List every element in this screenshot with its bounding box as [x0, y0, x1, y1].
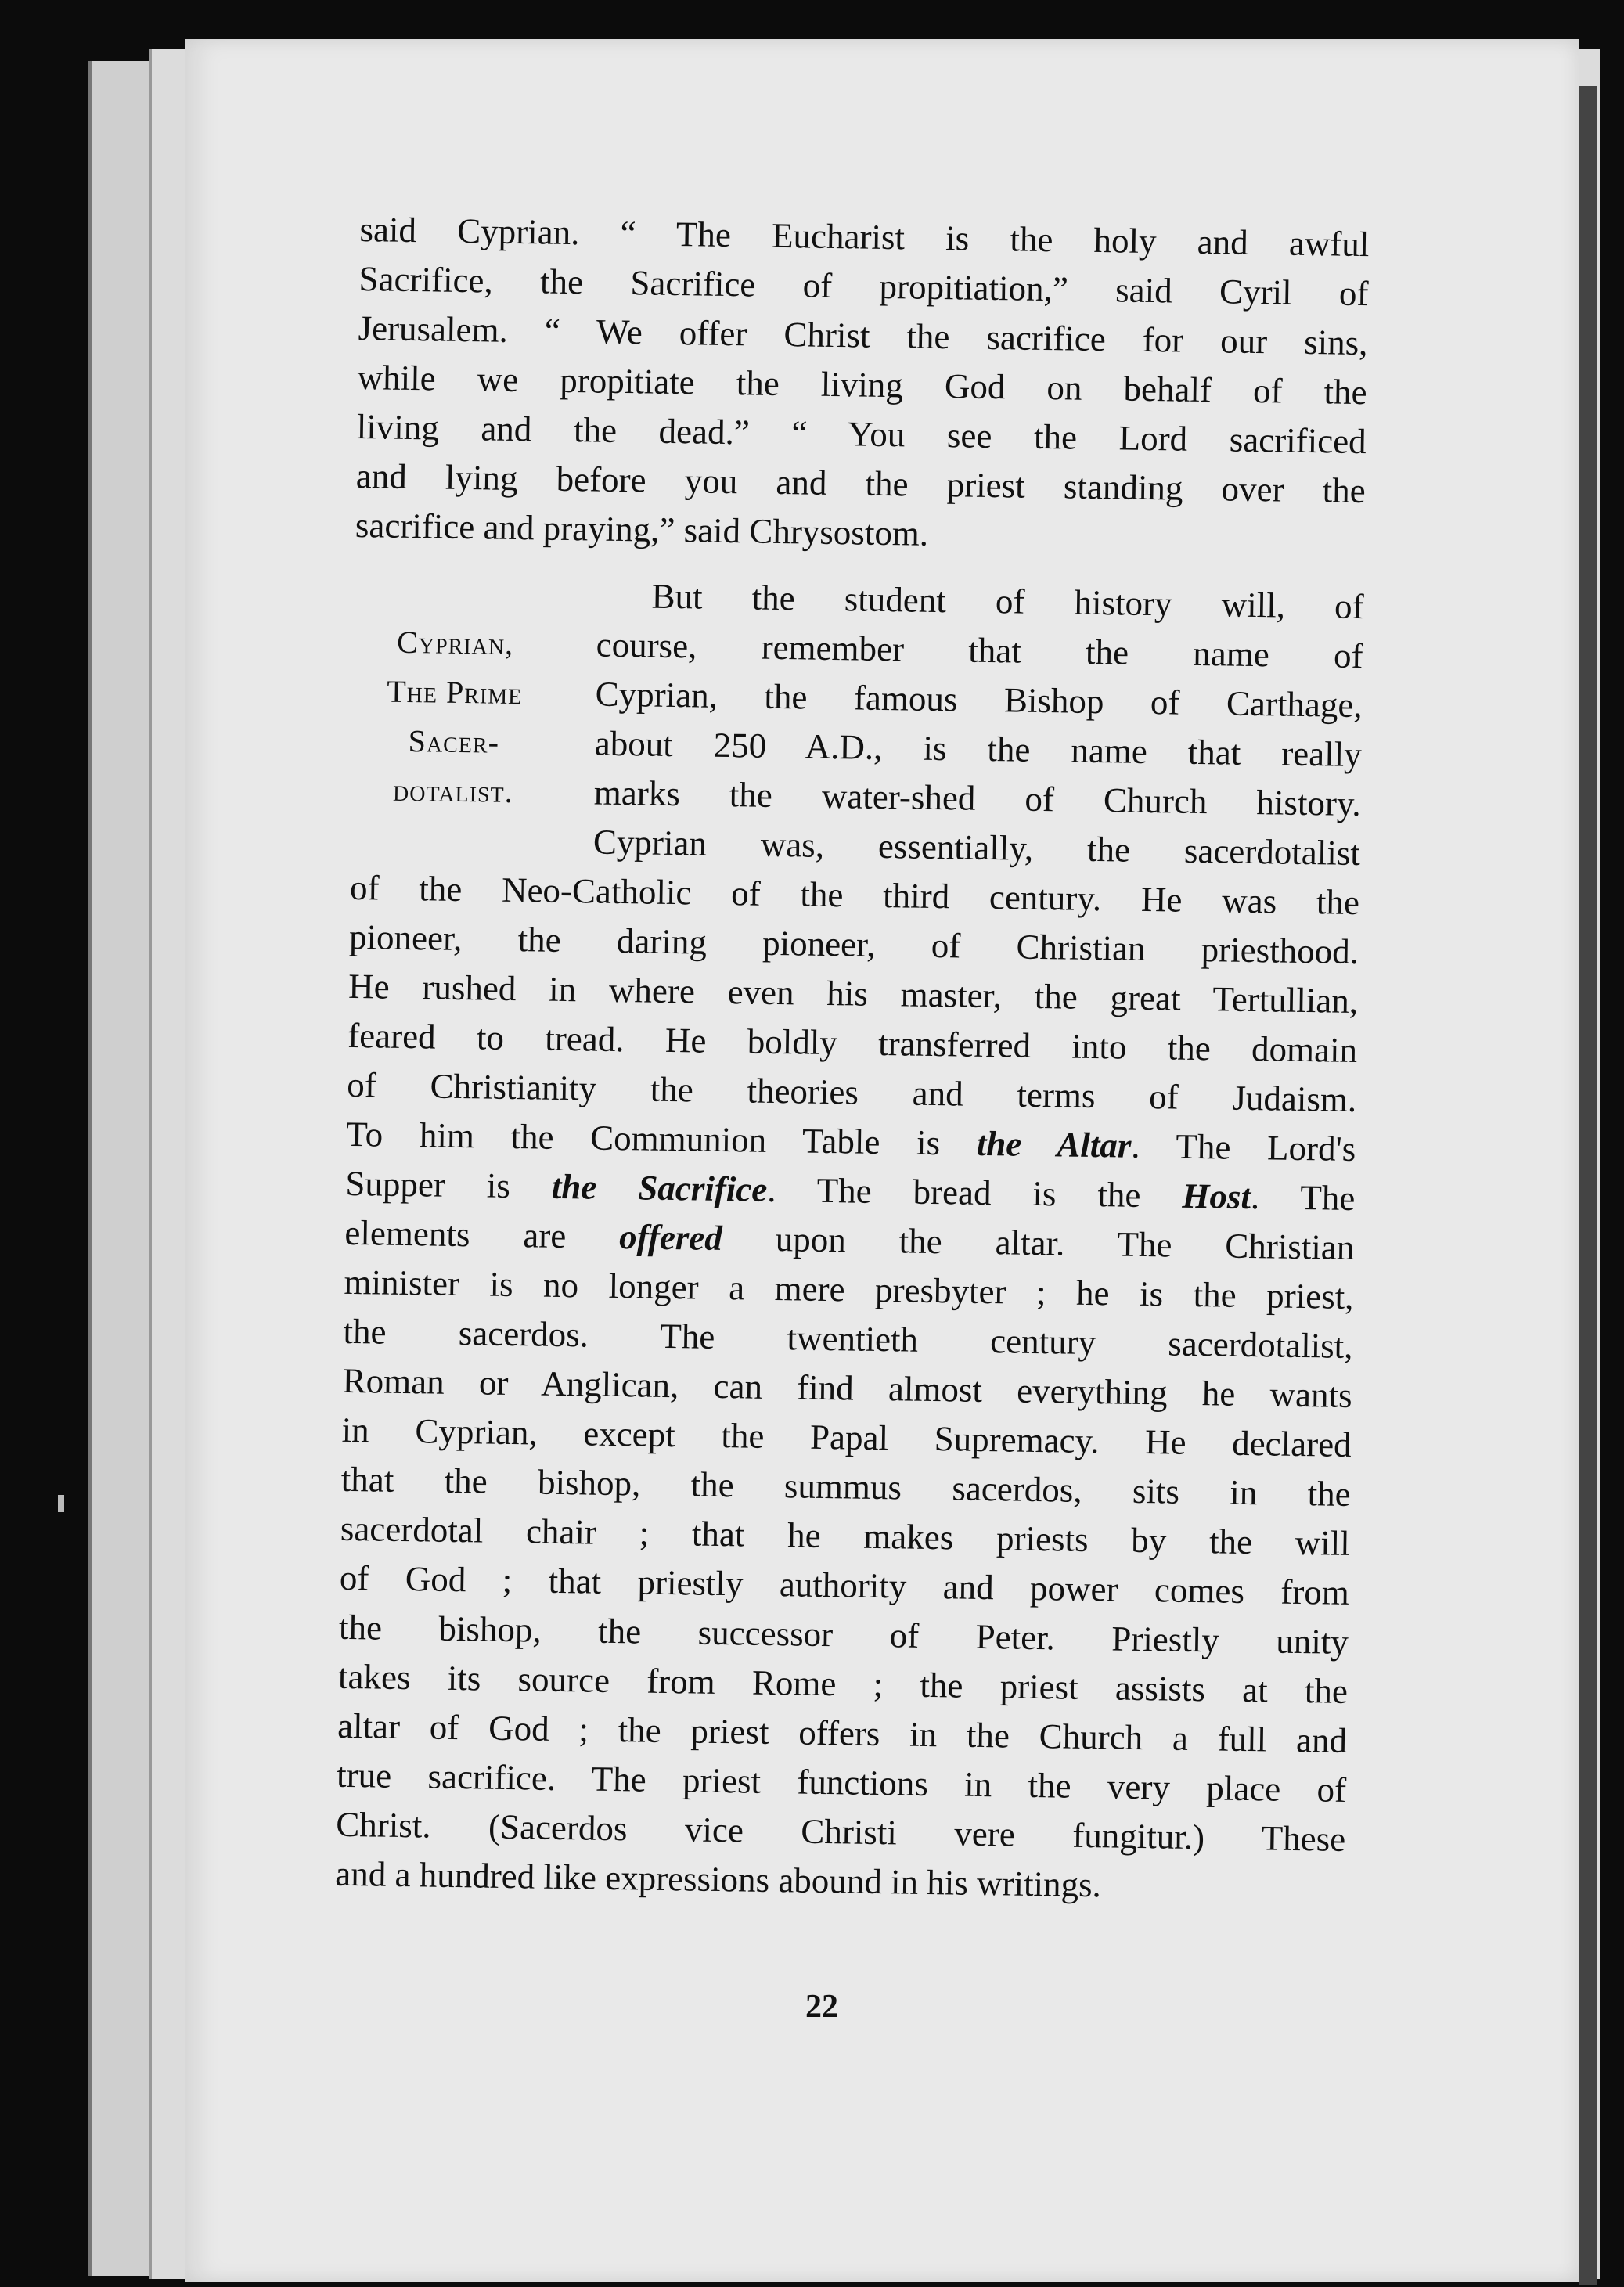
text-segment: Supper is — [345, 1163, 553, 1206]
text-line: and lying before you and the priest standing over the — [355, 456, 1367, 511]
text-line: while we propitiate the living God on behalf of the — [357, 357, 1367, 412]
text-line: of Christianity the theories and terms of Judaism. — [346, 1064, 1357, 1120]
italic-term: offered — [618, 1217, 723, 1259]
scan-speck — [58, 1495, 64, 1512]
text-line: pioneer, the daring pioneer, of Christian priesthood. — [348, 917, 1359, 972]
sidenote-line: The Prime — [386, 673, 523, 711]
text-segment: . The Lord's — [1131, 1125, 1356, 1169]
text-line: But the student of history will, of — [651, 576, 1364, 627]
text-line: of the Neo-Catholic of the third century. He was the — [349, 867, 1360, 923]
text-line: Jerusalem. “ We offer Christ the sacrifice for our sins, — [358, 308, 1368, 363]
text-line: the sacerdos. The twentieth century sacerdotalist, — [343, 1311, 1353, 1366]
text-segment: upon the altar. The Christian — [722, 1219, 1355, 1267]
text-line: said Cyprian. “ The Eucharist is the holy and awful — [359, 209, 1370, 265]
page-number: 22 — [805, 1989, 838, 2025]
italic-term: Host — [1182, 1176, 1251, 1217]
text-line: Cyprian was, essentially, the sacerdotalist — [592, 822, 1361, 873]
text-line: in Cyprian, except the Papal Supremacy. He declared — [341, 1410, 1352, 1464]
text-segment: elements are — [344, 1212, 620, 1257]
book-spine-edge — [1579, 86, 1597, 2285]
text-line: course, remember that the name of — [596, 625, 1363, 676]
text-line: marks the water-shed of Church history. — [593, 773, 1362, 824]
text-line: Roman or Anglican, can find almost everything he wants — [342, 1360, 1352, 1415]
text-segment: . The — [1250, 1177, 1356, 1218]
sidenote-section — [351, 567, 1364, 829]
text-segment: To him the Communion Table is — [346, 1114, 978, 1163]
text-line: of God ; that priestly authority and power comes from — [339, 1558, 1350, 1612]
text-line: sacrifice and praying,” said Chrysostom. — [355, 505, 929, 553]
text-segment: . The bread is the — [766, 1169, 1183, 1216]
text-line: about 250 A.D., is the name that really — [594, 723, 1363, 775]
sidenote-line: dotalist. — [392, 772, 514, 809]
text-line: true sacrifice. The priest functions in the very place of — [336, 1755, 1347, 1810]
text-line: takes its source from Rome ; the priest assists at the — [337, 1656, 1349, 1711]
text-line: and a hundred like expressions abound in his writings. — [335, 1853, 1102, 1905]
page-text — [335, 205, 1370, 1914]
text-line: He rushed in where even his master, the great Tertullian, — [347, 966, 1359, 1021]
sidenote-line: Sacer- — [408, 722, 500, 760]
sidenote-line: Cyprian, — [396, 624, 514, 661]
italic-term: the Altar — [976, 1123, 1132, 1165]
text-line: feared to tread. He boldly transferred into the domain — [347, 1015, 1358, 1071]
text-line: Cyprian, the famous Bishop of Carthage, — [595, 674, 1363, 726]
text-line: sacerdotal chair ; that he makes priests by the will — [340, 1508, 1351, 1563]
text-line: Sacrifice, the Sacrifice of propitiation,” said Cyril of — [358, 258, 1369, 314]
italic-term: the Sacrifice — [551, 1166, 768, 1209]
text-line: Christ. (Sacerdos vice Christi vere fungitur.) These — [335, 1804, 1346, 1859]
text-line: the bishop, the successor of Peter. Priestly unity — [338, 1607, 1349, 1662]
text-line: living and the dead.” “ You see the Lord sacrificed — [356, 406, 1367, 462]
paragraph-1 — [355, 205, 1369, 565]
text-line: minister is no longer a mere presbyter ; he is the priest, — [344, 1262, 1354, 1316]
text-line: altar of God ; the priest offers in the Church a full and — [337, 1705, 1348, 1760]
text-line: that the bishop, the summus sacerdos, sits in the — [340, 1459, 1352, 1514]
margin-sidenote — [335, 617, 573, 817]
paragraph-3 — [335, 814, 1360, 1914]
